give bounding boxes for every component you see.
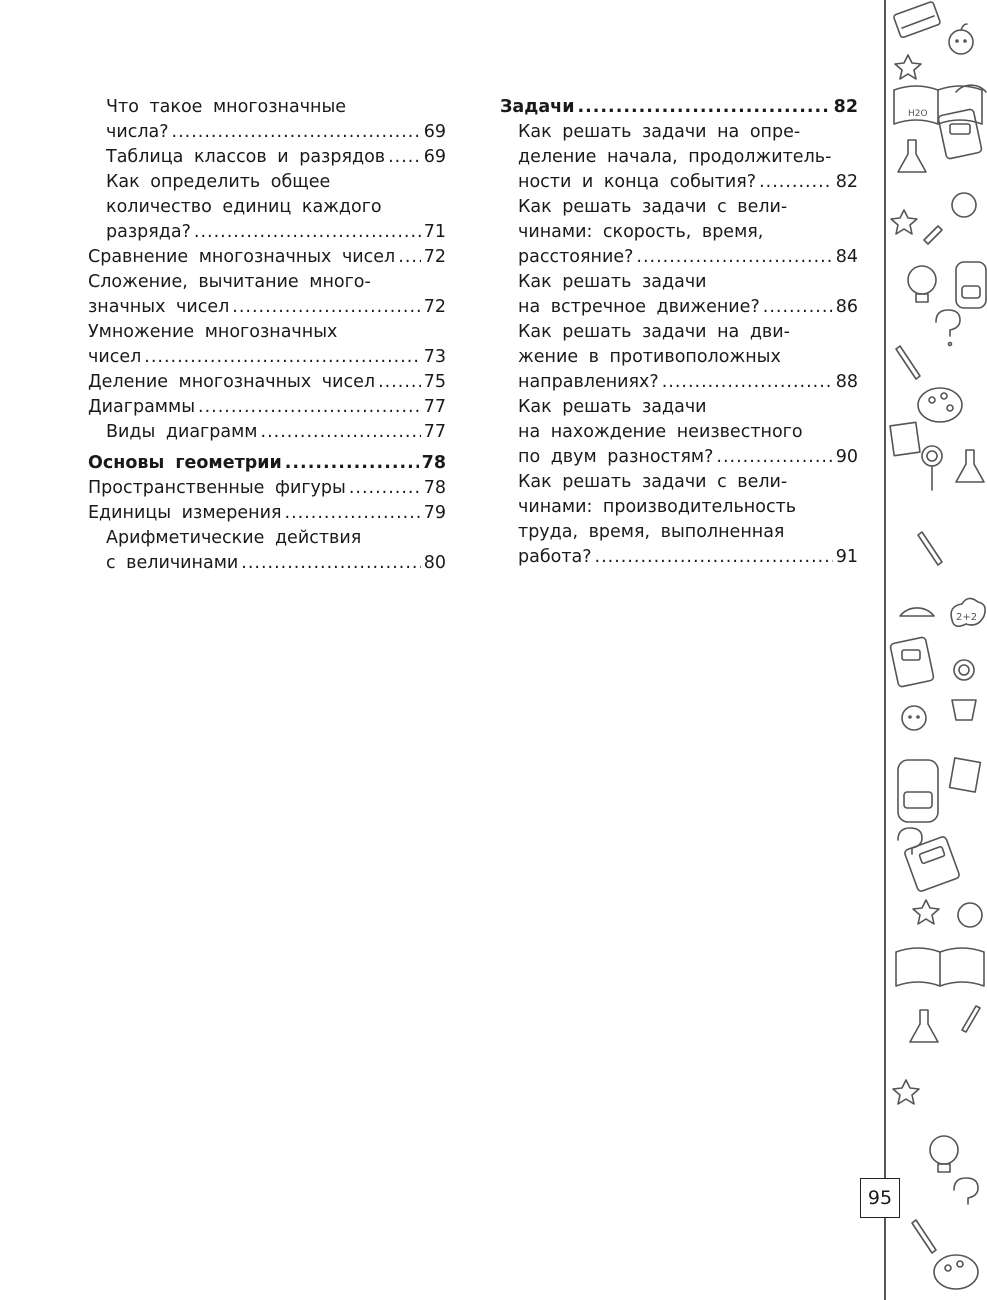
toc-entry-title: количество единиц каждого — [106, 197, 382, 217]
toc-entry-title: на нахождение неизвестного — [518, 422, 803, 442]
toc-entry — [88, 370, 446, 395]
toc-page-number: 82 — [835, 172, 858, 192]
toc-entry-title: Как решать задачи с вели- — [518, 472, 788, 492]
toc-entry — [500, 395, 858, 420]
book-icon — [896, 948, 984, 986]
dot-leader — [398, 245, 420, 270]
toc-page-number: 80 — [423, 553, 446, 573]
toc-entry — [500, 145, 858, 170]
palette-icon — [934, 1255, 978, 1289]
toc-section-heading — [88, 451, 446, 476]
toc-entry-line — [88, 295, 446, 320]
toc-entry-title: чинами: производительность — [518, 497, 797, 517]
toc-entry — [500, 320, 858, 345]
toc-entry — [88, 501, 446, 526]
toc-entry-title: на встречное движение? — [518, 297, 760, 317]
dot-leader — [378, 370, 421, 395]
toc-entry — [500, 270, 858, 295]
toc-page-number: 77 — [423, 397, 446, 417]
dot-leader — [662, 370, 833, 395]
lightbulb-icon — [930, 1136, 958, 1172]
doodle-label: 2+2 — [956, 612, 978, 623]
apple-icon — [958, 903, 982, 927]
toc-page-number: 69 — [423, 122, 446, 142]
toc-entry-line — [518, 395, 858, 420]
dot-leader — [577, 95, 830, 120]
toc-entry-title: Что такое многозначные — [106, 97, 347, 117]
pencil-icon — [924, 226, 942, 244]
toc-page-number: 69 — [423, 147, 446, 167]
toc-entry-line — [88, 451, 446, 476]
toc-page-number: 75 — [423, 372, 446, 392]
toc-entry — [500, 245, 858, 270]
toc-entry — [500, 420, 858, 445]
toc-entry-line — [106, 220, 446, 245]
toc-entry-line — [88, 320, 446, 345]
toc-entry — [500, 195, 858, 220]
toc-page-number: 86 — [835, 297, 858, 317]
notebook-icon — [890, 637, 934, 688]
toc-entry — [88, 476, 446, 501]
toc-entry — [88, 145, 446, 170]
toc-entry-title: числа? — [106, 122, 169, 142]
toc-entry — [88, 551, 446, 576]
toc-entry-title: жение в противоположных — [518, 347, 781, 367]
toc-page-number: 91 — [835, 547, 858, 567]
pencil-icon — [918, 532, 942, 565]
toc-entry-line — [106, 526, 446, 551]
book-icon — [893, 1, 941, 38]
toc-entry — [500, 120, 858, 145]
dot-leader — [763, 295, 833, 320]
toc-entry-line — [88, 395, 446, 420]
flower-icon — [922, 446, 942, 490]
flower-icon — [952, 660, 976, 720]
toc-entry-line — [106, 170, 446, 195]
toc-entry-title: чинами: скорость, время, — [518, 222, 764, 242]
toc-entry-line — [518, 320, 858, 345]
toc-left-column — [88, 95, 446, 576]
toc-entry-line — [518, 470, 858, 495]
dot-leader — [759, 170, 833, 195]
question-icon — [898, 828, 922, 854]
toc-right-column — [500, 95, 858, 570]
toc-entry-title: ности и конца события? — [518, 172, 757, 192]
toc-entry-title: Как решать задачи с вели- — [518, 197, 788, 217]
toc-entry — [88, 420, 446, 445]
dot-leader — [595, 545, 833, 570]
dot-leader — [198, 395, 421, 420]
backpack-icon — [898, 760, 938, 822]
toc-entry-line — [518, 245, 858, 270]
toc-entry-title: Сложение, вычитание много- — [88, 272, 371, 292]
dot-leader — [194, 220, 421, 245]
pencil-icon — [912, 1220, 936, 1253]
apple-icon — [902, 706, 926, 730]
toc-entry-line — [518, 445, 858, 470]
flask-icon — [956, 450, 984, 482]
note-icon — [890, 422, 920, 455]
toc-entry-line — [106, 145, 446, 170]
toc-entry-title: Пространственные фигуры — [88, 478, 346, 498]
toc-entry-line — [106, 420, 446, 445]
toc-entry-line — [518, 545, 858, 570]
toc-entry-line — [88, 245, 446, 270]
toc-entry-line — [518, 520, 858, 545]
toc-entry — [500, 370, 858, 395]
toc-entry-title: Задачи — [500, 97, 575, 117]
toc-entry — [88, 195, 446, 220]
toc-entry — [88, 320, 446, 345]
dot-leader — [349, 476, 421, 501]
toc-entry-title: Виды диаграмм — [106, 422, 258, 442]
toc-entry-title: работа? — [518, 547, 592, 567]
toc-entry-title: разряда? — [106, 222, 191, 242]
toc-entry-line — [106, 95, 446, 120]
toc-entry-line — [518, 295, 858, 320]
dot-leader — [636, 245, 832, 270]
toc-entry-line — [518, 370, 858, 395]
toc-entry-line — [518, 195, 858, 220]
dot-leader — [232, 295, 420, 320]
toc-page-number: 84 — [835, 247, 858, 267]
dot-leader — [144, 345, 420, 370]
toc-entry — [500, 520, 858, 545]
toc-page-number: 72 — [423, 297, 446, 317]
dot-leader — [172, 120, 421, 145]
toc-entry — [88, 526, 446, 551]
toc-entry — [500, 345, 858, 370]
apple-icon — [952, 193, 976, 217]
toc-entry-title: Умножение многозначных — [88, 322, 338, 342]
toc-page-number: 82 — [833, 97, 858, 117]
toc-entry-line — [518, 170, 858, 195]
toc-page-number: 77 — [423, 422, 446, 442]
toc-entry-line — [106, 195, 446, 220]
lightbulb-icon — [908, 266, 936, 302]
toc-entry — [500, 445, 858, 470]
toc-entry-line — [518, 345, 858, 370]
dot-leader — [716, 445, 832, 470]
toc-entry-title: с величинами — [106, 553, 239, 573]
toc-entry-line — [88, 345, 446, 370]
toc-entry — [88, 95, 446, 120]
toc-entry — [500, 170, 858, 195]
toc-page-number: 78 — [421, 453, 446, 473]
toc-entry-line — [518, 145, 858, 170]
toc-entry — [500, 220, 858, 245]
pencil-icon — [896, 346, 920, 379]
toc-entry-line — [106, 120, 446, 145]
apple-icon — [949, 24, 973, 54]
star-icon — [891, 210, 917, 234]
dot-leader — [241, 551, 420, 576]
question-icon — [954, 1178, 978, 1204]
star-icon — [895, 55, 921, 79]
toc-entry-title: расстояние? — [518, 247, 634, 267]
toc-entry-line — [88, 370, 446, 395]
toc-entry-title: Как решать задачи — [518, 397, 707, 417]
toc-entry-title: Как решать задачи на дви- — [518, 322, 790, 342]
toc-page-number: 71 — [423, 222, 446, 242]
toc-entry-title: Диаграммы — [88, 397, 196, 417]
toc-entry-title: Как решать задачи на опре- — [518, 122, 801, 142]
flask-icon — [898, 140, 926, 172]
toc-entry-title: Таблица классов и разрядов — [106, 147, 386, 167]
question-icon — [936, 310, 960, 346]
toc-entry-title: деление начала, продолжитель- — [518, 147, 832, 167]
toc-page-number: 78 — [423, 478, 446, 498]
backpack-icon — [956, 262, 986, 308]
notebook-icon — [938, 109, 982, 160]
toc-entry-title: Единицы измерения — [88, 503, 282, 523]
toc-entry-title: Основы геометрии — [88, 453, 282, 473]
note-icon — [950, 758, 981, 792]
toc-entry — [500, 295, 858, 320]
toc-entry — [88, 220, 446, 245]
toc-entry — [88, 120, 446, 145]
toc-section-heading — [500, 95, 858, 120]
toc-entry-title: Как решать задачи — [518, 272, 707, 292]
toc-entry — [88, 295, 446, 320]
toc-entry-line — [106, 551, 446, 576]
toc-entry-line — [500, 95, 858, 120]
toc-entry-line — [518, 495, 858, 520]
toc-entry-title: чисел — [88, 347, 142, 367]
dot-leader — [261, 420, 421, 445]
doodle-label: H2O — [908, 109, 928, 119]
toc-entry-title: направлениях? — [518, 372, 659, 392]
toc-entry — [500, 470, 858, 495]
toc-entry-title: труда, время, выполненная — [518, 522, 785, 542]
toc-entry — [88, 245, 446, 270]
toc-page-number: 88 — [835, 372, 858, 392]
cloud-icon — [951, 598, 985, 626]
flask-icon — [910, 1010, 938, 1042]
toc-page-number: 79 — [423, 503, 446, 523]
ruler-icon — [900, 608, 934, 616]
toc-entry-title: Сравнение многозначных чисел — [88, 247, 396, 267]
toc-entry-title: Деление многозначных чисел — [88, 372, 376, 392]
dot-leader — [388, 145, 421, 170]
star-icon — [893, 1080, 919, 1104]
palette-icon — [918, 388, 962, 422]
toc-page-number: 90 — [835, 447, 858, 467]
toc-entry-title: значных чисел — [88, 297, 230, 317]
toc-entry — [500, 495, 858, 520]
page-number: 95 — [860, 1178, 900, 1218]
toc-entry-title: Как определить общее — [106, 172, 331, 192]
toc-entry-line — [518, 220, 858, 245]
toc-entry-line — [518, 120, 858, 145]
toc-page-number: 72 — [423, 247, 446, 267]
toc-entry — [88, 170, 446, 195]
toc-entry-title: по двум разностям? — [518, 447, 714, 467]
toc-entry — [500, 545, 858, 570]
pencil-icon — [962, 1006, 980, 1032]
star-icon — [913, 900, 939, 924]
toc-entry-title: Арифметические действия — [106, 528, 362, 548]
toc-entry — [88, 395, 446, 420]
book-icon — [904, 836, 960, 892]
dot-leader — [285, 501, 421, 526]
toc-entry-line — [518, 420, 858, 445]
toc-entry-line — [88, 476, 446, 501]
toc-entry-line — [88, 501, 446, 526]
dot-leader — [285, 451, 419, 476]
toc-entry-line — [88, 270, 446, 295]
toc-entry-line — [518, 270, 858, 295]
doodle-sidebar — [884, 0, 987, 1300]
toc-entry — [88, 345, 446, 370]
toc-page-number: 73 — [423, 347, 446, 367]
toc-entry — [88, 270, 446, 295]
